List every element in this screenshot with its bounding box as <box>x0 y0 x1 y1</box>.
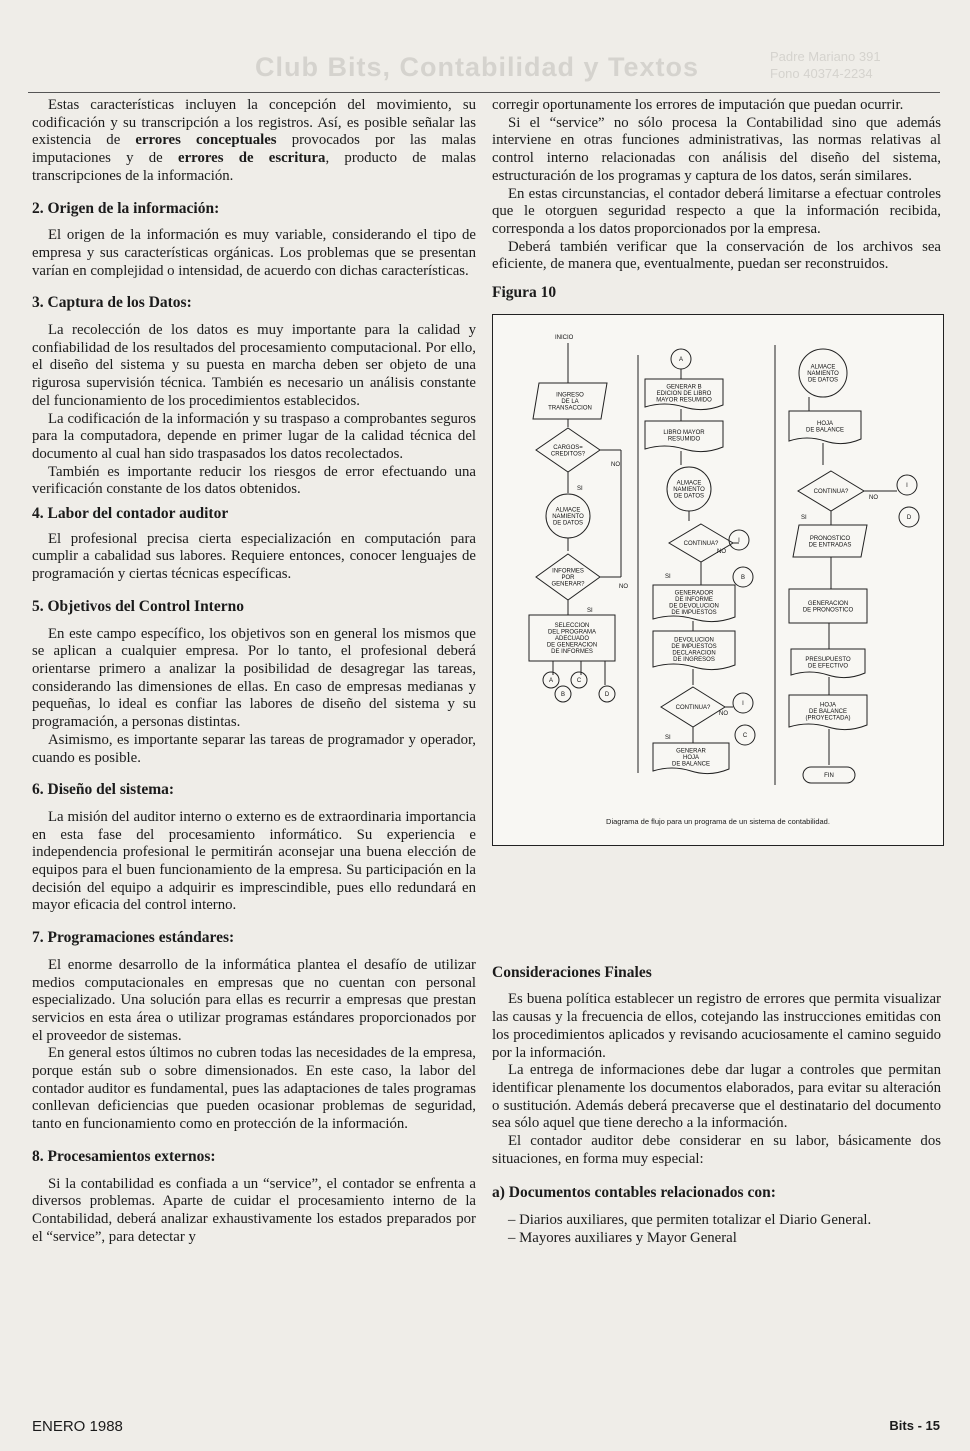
flow-seleccion-label-0: SELECCION <box>554 622 590 629</box>
flow-no-2: NO <box>619 583 628 590</box>
flow-presupuesto-label-0: PRESUPUESTO <box>805 656 851 663</box>
flow-almace-1-label-2: DE DATOS <box>552 520 584 527</box>
flow-cargos-label-1: CREDITOS? <box>550 450 586 457</box>
flow-generador-label-3: DE IMPUESTOS <box>671 609 717 616</box>
flow-conn-a-1-label-0: A <box>548 677 554 684</box>
flow-generador-label-0: GENERADOR <box>674 589 714 596</box>
flow-conn-i-3-label-0: I <box>906 482 908 489</box>
right-p3: En estas circunstancias, el contador deberá limitarse a efectuar controles que le otorguen seguridad respecto a que la información recibida, corresponda a los datos proporcionados por la empresa. <box>492 185 941 237</box>
flow-ingreso-label-1: DE LA <box>561 398 579 405</box>
flow-seleccion-label-2: ADECUADO <box>554 635 590 642</box>
flow-hoja-proyectada-label-1: DE BALANCE <box>808 708 848 715</box>
flow-devolucion-label-3: DE INGRESOS <box>673 656 715 663</box>
section-7-heading: 7. Programaciones estándares: <box>32 929 235 947</box>
flow-informes-label-0: INFORMES <box>552 568 584 575</box>
section-6-heading: 6. Diseño del sistema: <box>32 781 175 799</box>
ghost-address: Padre Mariano 391 <box>770 49 881 64</box>
flow-informes-label-1: POR <box>561 574 575 581</box>
flow-pronostico-label-1: DE ENTRADAS <box>808 541 852 548</box>
flow-hoja-proyectada-label-0: HOJA <box>819 702 837 709</box>
header-rule <box>28 92 940 93</box>
flow-generacion-label-0: GENERACION <box>807 600 849 607</box>
section-7-p1: El enorme desarrollo de la informática plantea el desafío de utilizar medios computacionales en empresas que no cuentan con personal especializado. Una solución para ellas es recurrir a empresas que prestan servicios en esta área o utilizar programas estándares proporcionados por el proveedor de sistemas. <box>32 956 476 1044</box>
section-3-heading: 3. Captura de los Datos: <box>32 294 192 312</box>
flow-no-4: NO <box>719 710 728 717</box>
ghost-phone: Fono 40374-2234 <box>770 66 873 81</box>
flow-almace-1-label-0: ALMACE <box>555 507 581 514</box>
flow-no-3: NO <box>717 548 726 555</box>
flow-conn-i-1-label-0: I <box>738 537 740 544</box>
consid-p3: El contador auditor debe considerar en su labor, básicamente dos situaciones, en forma muy especial: <box>492 1133 941 1167</box>
flow-no-1: NO <box>611 461 620 468</box>
flow-almace-3-label-2: DE DATOS <box>807 377 839 384</box>
flow-almace-2-label-0: ALMACE <box>676 480 702 487</box>
ghost-header-title: Club Bits, Contabilidad y Textos <box>255 52 700 82</box>
flow-conn-c-1-label-0: C <box>576 677 582 684</box>
flow-seleccion-label-3: DE GENERACION <box>546 642 598 649</box>
intro-text-b: provocados por las malas imputaciones y de <box>32 132 476 167</box>
flow-si-2: SI <box>587 607 593 614</box>
section-3-p3: También es importante reducir los riesgos de error efectuando una verificación constante de los datos obtenidos. <box>32 463 476 498</box>
flow-ingreso-label-0: INGRESO <box>556 392 584 399</box>
flow-generacion-label-1: DE PRONOSTICO <box>802 606 854 613</box>
section-2-heading: 2. Origen de la información: <box>32 199 220 217</box>
footer-date: ENERO 1988 <box>32 1418 123 1435</box>
intro-paragraph <box>32 97 476 186</box>
intro-text-c: , producto de malas transcripciones de la información. <box>32 150 476 184</box>
flow-conn-c-2-label-0: C <box>742 732 748 739</box>
flow-si-1: SI <box>577 485 583 492</box>
flowchart-figure <box>492 314 944 846</box>
flow-ingreso-label-2: TRANSACCION <box>548 405 592 412</box>
right-p4: Deberá también verificar que la conservación de los archivos sea eficiente, de manera que, eventualmente, puedan ser reconstruidos. <box>492 238 941 273</box>
footer-page: Bits - 15 <box>889 1418 940 1433</box>
section-5-p2: Asimismo, es importante separar las tareas de programador y operador, cuando es posible. <box>32 731 476 766</box>
right-column <box>492 97 941 1248</box>
intro-text-a: Estas características incluyen la concepción del movimiento, su codificación y su transcripción a los registros. Así, es posible señalar las existencia de <box>32 97 476 149</box>
flow-conn-i-2-label-0: I <box>742 700 744 707</box>
flow-generar-hoja-label-1: HOJA <box>682 754 700 761</box>
flow-fin-label-0: FIN <box>824 772 834 779</box>
flow-continua-3-label-0: CONTINUA? <box>813 488 849 495</box>
flowchart-caption: Diagrama de flujo para un programa de un sistema de contabilidad. <box>606 817 830 827</box>
flow-generador-label-2: DE DEVOLUCION <box>669 602 719 609</box>
flow-devolucion-label-1: DE IMPUESTOS <box>671 643 717 650</box>
flow-almace-3-label-0: ALMACE <box>810 364 836 371</box>
section-8-p1: Si la contabilidad es confiada a un “service”, el contador se enfrenta a diversos problemas. Aparte de cuidar el procesamiento interno de la Contabilidad, deberá analizar exhaustivamente los estados preparados por el “service”, para detectar y <box>32 1175 476 1245</box>
intro-bold-1: errores conceptuales <box>135 132 277 149</box>
section-4-heading: 4. Labor del contador auditor <box>32 505 229 523</box>
flow-si-3: SI <box>665 573 671 580</box>
flow-conn-b-1-label-0: B <box>560 691 566 698</box>
flow-continua-1-label-0: CONTINUA? <box>683 540 719 547</box>
right-p1: corregir oportunamente los errores de imputación que puedan ocurrir. <box>492 97 904 113</box>
intro-bold-2: errores de escritura <box>178 150 326 167</box>
consid-p1: Es buena política establecer un registro de errores que permita visualizar las causas y la frecuencia de ellos, cotejando las instrucciones emitidas con los procedimientos aplicados y revisando acuciosamente el camino seguido por la información. <box>492 991 941 1061</box>
flow-conn-d-1-label-0: D <box>604 691 610 698</box>
flow-almace-3-label-1: NAMIENTO <box>807 370 839 377</box>
flow-informes-label-2: GENERAR? <box>551 581 585 588</box>
flow-devolucion-label-0: DEVOLUCION <box>674 636 714 643</box>
section-3-p1: La recolección de los datos es muy importante para la calidad y confiabilidad de los resultados del procesamiento computacional. Por ello, el diseño del sistema y su puesta en marcha deben ser objeto de una rigurosa supervisión técnica. También es necesario un análisis constante del funcionamiento de los procedimientos establecidos. <box>32 322 476 409</box>
flow-conn-b-2-label-0: B <box>740 574 746 581</box>
bullet-1: – Diarios auxiliares, que permiten totalizar el Diario General. <box>508 1212 872 1229</box>
flow-pronostico-label-0: PRONOSTICO <box>809 535 851 542</box>
flow-inicio: INICIO <box>555 334 574 341</box>
flow-generar-b-label-1: EDICION DE LIBRO <box>656 390 712 397</box>
section-5-heading: 5. Objetivos del Control Interno <box>32 597 244 615</box>
flow-hoja-proyectada-label-2: (PROYECTADA) <box>805 715 851 722</box>
flow-almace-2-label-1: NAMIENTO <box>673 486 705 493</box>
flow-seleccion-label-1: DEL PROGRAMA <box>547 629 597 636</box>
flow-conn-a-2-label-0: A <box>678 356 684 363</box>
flow-almace-1-label-1: NAMIENTO <box>552 513 584 520</box>
flow-generar-hoja-label-0: GENERAR <box>676 748 706 755</box>
bullet-2: – Mayores auxiliares y Mayor General <box>508 1229 737 1246</box>
right-p2: Si el “service” no sólo procesa la Contabilidad sino que además interviene en otras funciones administrativas, las normas relativas al control interno relacionadas con análisis del diseño del sistema, estructuración de los programas y captura de los datos, serán similares. <box>492 114 941 184</box>
ghost-header-address <box>770 48 881 82</box>
flow-almace-2-label-2: DE DATOS <box>673 493 705 500</box>
consid-p2: La entrega de informaciones debe dar lugar a controles que permitan identificar plenamente los documentos elaborados, para evitar su alteración o sustitución. Además deberá precaverse que el destinatario del documento sea sólo aquel que tiene derecho a la información. <box>492 1062 941 1132</box>
flow-generar-hoja-label-2: DE BALANCE <box>671 761 711 768</box>
flow-cargos-label-0: CARGOS= <box>553 444 583 451</box>
section-8-heading: 8. Procesamientos externos: <box>32 1147 216 1165</box>
flow-hoja-balance-label-0: HOJA <box>816 420 834 427</box>
section-7-p2: En general estos últimos no cubren todas las necesidades de la empresa, porque están sub o sobre dimensionados. En este caso, la labor del contador auditor es fundamental, pues las adaptaciones de tales programas conllevan deficiencias que pueden ocasionar problemas de seguridad, tanto en funcionamiento como en protección de la información. <box>32 1045 476 1133</box>
flow-devolucion-label-2: DECLARACION <box>672 649 716 656</box>
flow-presupuesto-label-1: DE EFECTIVO <box>807 662 849 669</box>
flow-generador-label-1: DE INFORME <box>675 596 713 603</box>
figure-label: Figura 10 <box>492 284 557 302</box>
section-3-p2: La codificación de la información y su traspaso a comprobantes seguros para la computadora, depende en primer lugar de la calidad técnica del documento al cual han sido traspasados los datos recolectados. <box>32 410 476 462</box>
flow-no-5: NO <box>869 494 878 501</box>
flow-generar-b-label-0: GENERAR B <box>666 384 702 391</box>
flow-generar-b-label-2: MAYOR RESUMIDO <box>656 397 712 404</box>
flow-libro-mayor-label-0: LIBRO MAYOR <box>663 429 705 436</box>
flow-si-5: SI <box>801 514 807 521</box>
flow-seleccion-label-4: DE INFORMES <box>551 648 593 655</box>
flow-libro-mayor-label-1: RESUMIDO <box>667 435 701 442</box>
flow-hoja-balance-label-1: DE BALANCE <box>805 426 845 433</box>
section-5-p1: En este campo específico, los objetivos son en general los mismos que se aplican a cualquier empresa. Por lo tanto, el profesional deberá orientarse primero a analizar la posibilidad de desagregar las tareas, considerando las dimensiones de ellas. En caso de empresas medianas y pequeñas, lo ideal es confiar las labores de diseño del sistema y su programación, a personas distintas. <box>32 625 476 731</box>
section-a-heading: a) Documentos contables relacionados con: <box>492 1184 776 1202</box>
flow-si-4: SI <box>665 734 671 741</box>
flowchart-svg <box>493 315 943 845</box>
considerations-heading: Consideraciones Finales <box>492 963 652 981</box>
left-column <box>32 97 476 1246</box>
flow-continua-2-label-0: CONTINUA? <box>675 704 711 711</box>
section-4-p1: El profesional precisa cierta especialización en computación para cumplir a cabalidad sus labores. Requiere entonces, conocer lenguajes de programación y ciertas técnicas específicas. <box>32 530 476 583</box>
section-2-p1: El origen de la información es muy variable, considerando el tipo de empresa y sus características orgánicas. Los problemas que se presentan varían en complejidad o intensidad, de acuerdo con dichas características. <box>32 227 476 279</box>
section-6-p1: La misión del auditor interno o externo es de extraordinaria importancia en esta fase del procesamiento informático. Su experiencia e independencia profesional le permitirán aconsejar una buena elección de equipos para el buen funcionamiento de la empresa. Su participación en la decisión del equipo a adquirir es imprescindible, pues ello redundará en mayor eficacia del control interno. <box>32 808 476 914</box>
flow-conn-d-2-label-0: D <box>906 514 912 521</box>
